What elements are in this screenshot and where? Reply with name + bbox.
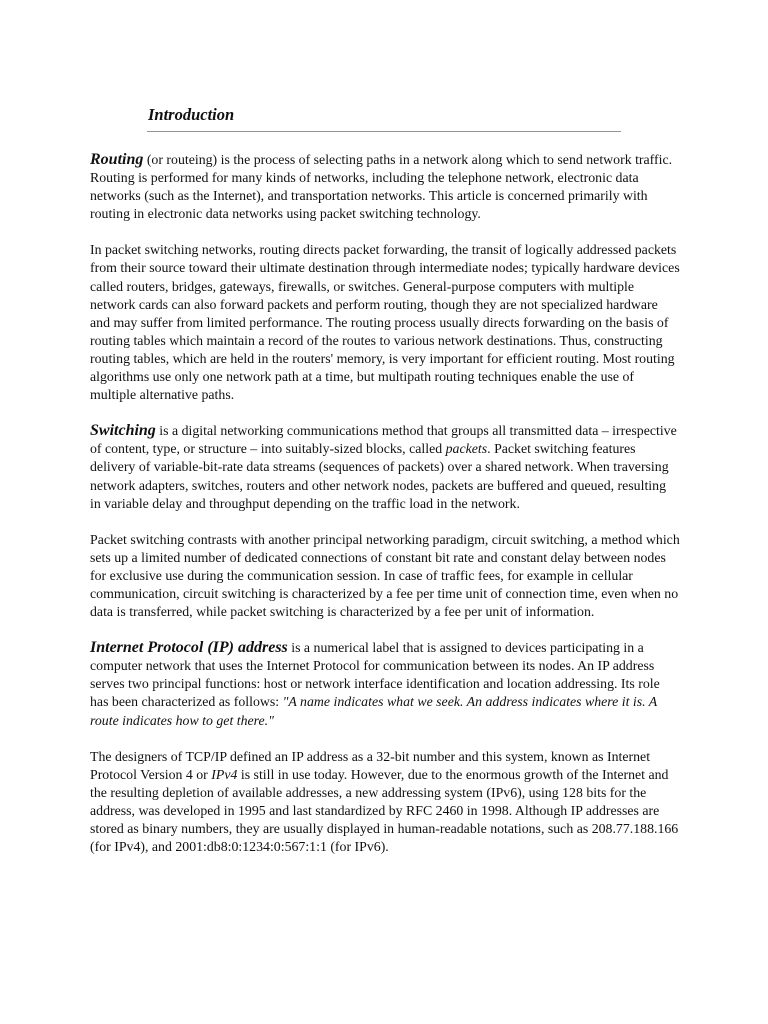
paragraph-ip-2 <box>90 748 680 857</box>
title-underline <box>147 131 621 132</box>
term-ip-address: Internet Protocol (IP) address <box>90 639 288 657</box>
term-switching: Switching <box>90 422 156 440</box>
paragraph-ip-2-text-b: is still in use today. However, due to the enormous growth of the Internet and the resulting depletion of available addresses, a new addressing system (IPv6), using 128 bits for the address, was developed in 1995 and last standardized by RFC 2460 in 1998. Although IP addresses are stored as binary numbers, they are usually displayed in human-readable notations, such as 208.77.188.166 (for IPv4), and 2001:db8:0:1234:0:567:1:1 (for IPv6). <box>90 766 679 855</box>
ip-quote: "A name indicates what we seek. An address indicates where it is. A route indicates how to get there." <box>90 694 658 728</box>
paragraph-switching-2: Packet switching contrasts with another principal networking paradigm, circuit switching, a method which sets up a limited number of dedicated connections of constant bit rate and constant delay between nodes for exclusive use during the communication session. In case of traffic fees, for example in cellular communication, circuit switching is characterized by a fee per time unit of connection time, even when no data is transferred, while packet switching is characterized by a fee per unit of information. <box>90 531 680 620</box>
paragraph-routing-1 <box>90 151 680 223</box>
paragraph-switching-1-text-b: . Packet switching features delivery of variable-bit-rate data streams (sequences of packets) over a shared network. When traversing network adapters, switches, routers and other network nodes, packets are buffered and queued, resulting in variable delay and throughput depending on the traffic load in the network. <box>90 441 669 511</box>
paragraph-routing-2: In packet switching networks, routing directs packet forwarding, the transit of logically addressed packets from their source toward their ultimate destination through intermediate nodes; typically hardware devices called routers, bridges, gateways, firewalls, or switches. General-purpose computers with multiple network cards can also forward packets and perform routing, though they are not specialized hardware and may suffer from limited performance. The routing process usually directs forwarding on the basis of routing tables which maintain a record of the routes to various network destinations. Thus, constructing routing tables, which are held in the routers' memory, is very important for efficient routing. Most routing algorithms use only one network path at a time, but multipath routing techniques enable the use of multiple alternative paths. <box>90 242 680 403</box>
term-packets: packets <box>445 441 488 457</box>
document-body <box>90 151 680 874</box>
paragraph-routing-1-text: (or routeing) is the process of selecting paths in a network along which to send network traffic. Routing is performed for many kinds of networks, including the telephone network, electronic data networks (such as the Internet), and transportation networks. This article is concerned primarily with routing in electronic data networks using packet switching technology. <box>90 152 673 222</box>
paragraph-switching-1-text-a: is a digital networking communications method that groups all transmitted data – irrespective of content, type, or structure – into suitably-sized blocks, called <box>90 423 677 457</box>
page-title: Introduction <box>148 105 235 124</box>
paragraph-switching-1 <box>90 422 680 512</box>
paragraph-ip-2-text-a: The designers of TCP/IP defined an IP address as a 32-bit number and this system, known as Internet Protocol Version 4 or <box>90 748 651 782</box>
term-routing: Routing <box>90 151 144 168</box>
paragraph-ip-1-text: is a numerical label that is assigned to devices participating in a computer network that uses the Internet Protocol for communication between its nodes. An IP address serves two principal functions: host or network interface identification and location addressing. Its role has been characterized as follows: <box>90 640 660 710</box>
paragraph-ip-1 <box>90 639 680 729</box>
term-ipv4: IPv4 <box>211 766 238 782</box>
